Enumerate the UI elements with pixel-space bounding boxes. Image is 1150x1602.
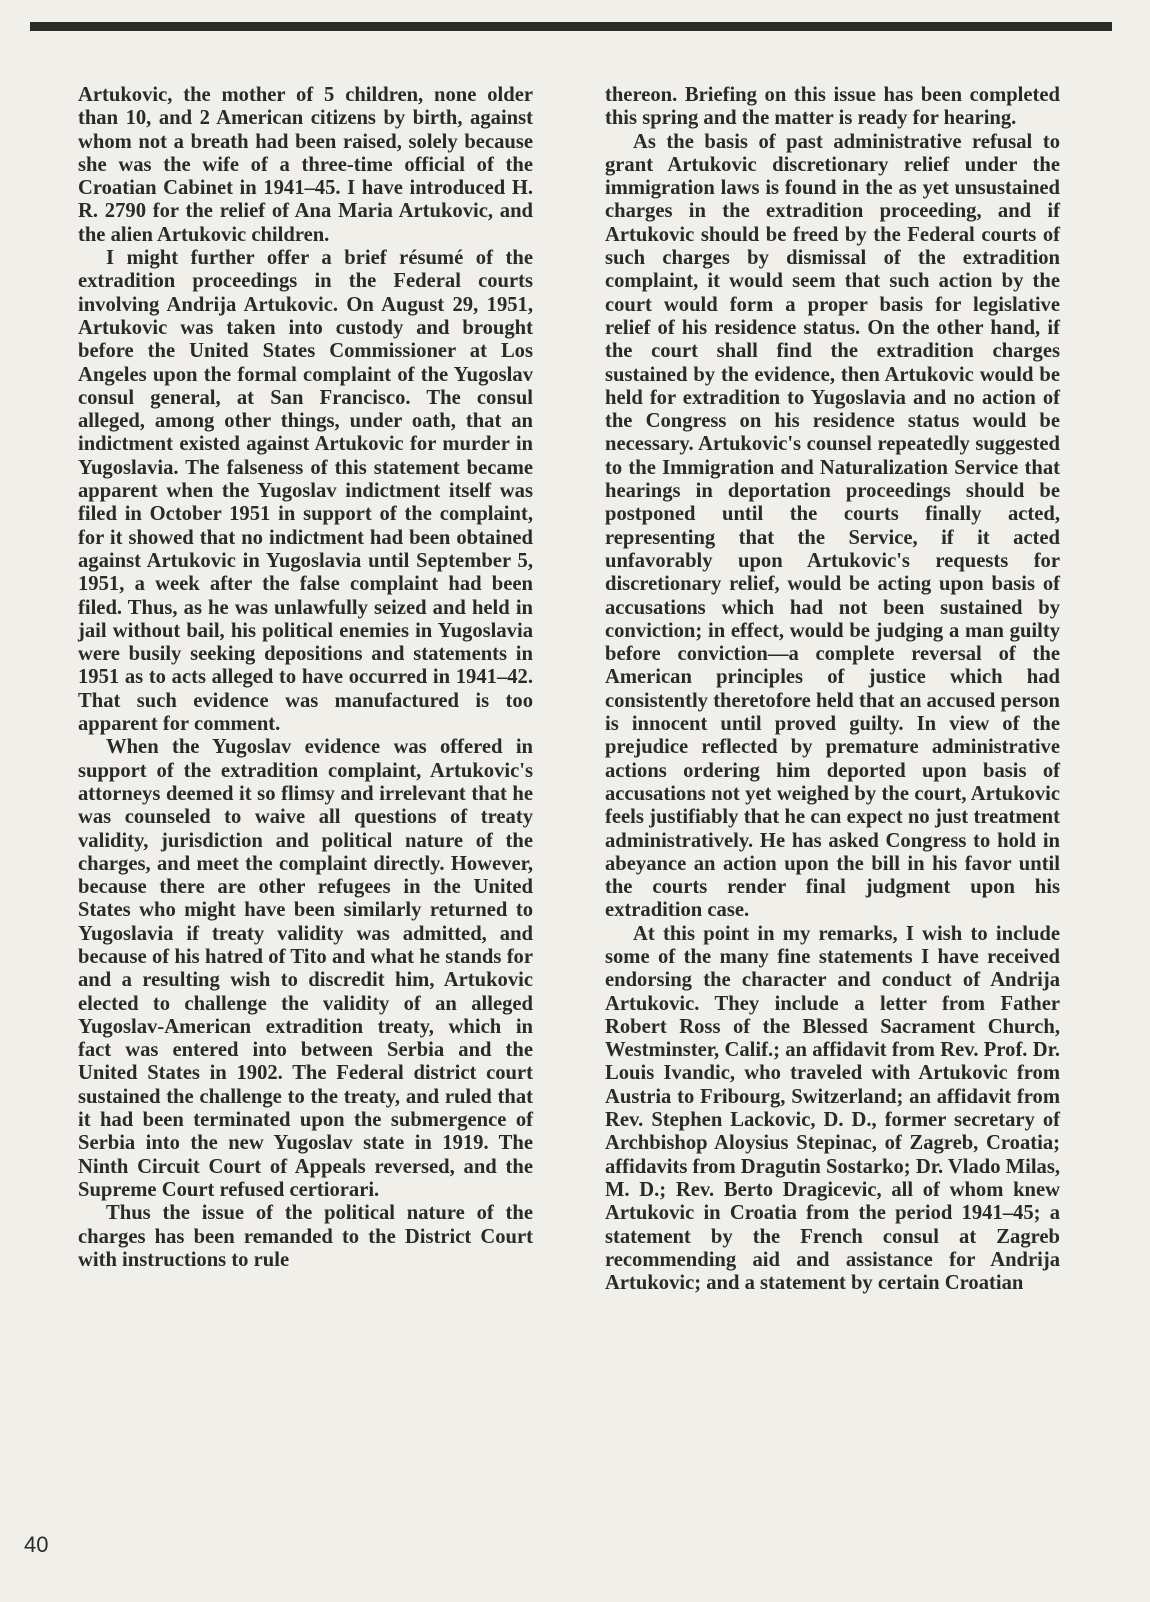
paragraph-administrative-refusal: As the basis of past administrative refusal to grant Artukovic discretionary relief under the immigration laws is found in the as yet unsustained charges in the extradition proceeding, and if Artukovic should be freed by the Federal courts of such charges by dismissal of the extradition complaint, it would seem that such action by the court would form a proper basis for legislative relief of his residence status. On the other hand, if the court shall find the extradition charges sustained by the evidence, then Artukovic would be held for extradition to Yugoslavia and no action of the Congress on his residence status would be necessary. Artukovic's counsel repeatedly suggested to the Immigration and Naturalization Service that hearings in deportation proceedings should be postponed until the courts finally acted, representing that the Service, if it acted unfavorably upon Artukovic's requests for discretionary relief, would be acting upon basis of accusations which had not been sustained by conviction; in effect, would be judging a man guilty before conviction—a complete reversal of the American principles of justice which had consistently theretofore held that an accused person is innocent until proved guilty. In view of the prejudice reflected by premature administrative actions ordering him deported upon basis of accusations not yet weighed by the court, Artukovic feels justifiably that he can expect no just treatment administratively. He has asked Congress to hold in abeyance an action upon the bill in his favor until the courts render final judgment upon his extradition case.	[605, 130, 1060, 922]
paragraph-yugoslav-evidence: When the Yugoslav evidence was offered in support of the extradition complaint, Artukovic's attorneys deemed it so flimsy and irrelevant that he was counseled to waive all questions of treaty validity, jurisdiction and political nature of the charges, and meet the complaint directly. However, because there are other refugees in the United States who might have been similarly returned to Yugoslavia if treaty validity was admitted, and because of his hatred of Tito and what he stands for and a resulting wish to discredit him, Artukovic elected to challenge the validity of an alleged Yugoslav-American extradition treaty, which in fact was entered into between Serbia and the United States in 1902. The Federal district court sustained the challenge to the treaty, and ruled that it had been terminated upon the submergence of Serbia into the new Yugoslav state in 1919. The Ninth Circuit Court of Appeals reversed, and the Supreme Court refused certiorari.	[78, 736, 533, 1201]
page-number: 40	[24, 1532, 49, 1557]
paragraph-political-nature: Thus the issue of the political nature of the charges has been remanded to the District Court with instructions to rule	[78, 1202, 533, 1271]
paragraph-continued: Artukovic, the mother of 5 children, none older than 10, and 2 American citizens by birth, against whom not a breath had been raised, solely because she was the wife of a three-time official of the Croatian Cabinet in 1941–45. I have introduced H. R. 2790 for the relief of Ana Maria Artukovic, and the alien Artukovic children.	[78, 84, 533, 246]
paragraph-extradition-resume: I might further offer a brief résumé of the extradition proceedings in the Federal courts involving Andrija Artukovic. On August 29, 1951, Artukovic was taken into custody and brought before the United States Commissioner at Los Angeles upon the formal complaint of the Yugoslav consul general, at San Francisco. The consul alleged, among other things, under oath, that an indictment existed against Artukovic for murder in Yugoslavia. The falseness of this statement became apparent when the Yugoslav indictment itself was filed in October 1951 in support of the complaint, for it showed that no indictment had been obtained against Artukovic in Yugoslavia until September 5, 1951, a week after the false complaint had been filed. Thus, as he was unlawfully seized and held in jail without bail, his political enemies in Yugoslavia were busily seeking depositions and statements in 1951 as to acts alleged to have occurred in 1941–42. That such evidence was manufactured is too apparent for comment.	[78, 247, 533, 736]
right-column	[605, 84, 1060, 1295]
top-rule	[30, 22, 1112, 31]
left-column	[78, 84, 533, 1272]
paragraph-statements: At this point in my remarks, I wish to include some of the many fine statements I have received endorsing the character and conduct of Andrija Artukovic. They include a letter from Father Robert Ross of the Blessed Sacrament Church, Westminster, Calif.; an affidavit from Rev. Prof. Dr. Louis Ivandic, who traveled with Artukovic from Austria to Fribourg, Switzerland; an affidavit from Rev. Stephen Lackovic, D. D., former secretary of Archbishop Aloysius Stepinac, of Zagreb, Croatia; affidavits from Dragutin Sostarko; Dr. Vlado Milas, M. D.; Rev. Berto Dragicevic, all of whom knew Artukovic in Croatia from the period 1941–45; a statement by the French consul at Zagreb recommending aid and assistance for Andrija Artukovic; and a statement by certain Croatian	[605, 922, 1060, 1295]
paragraph-briefing: thereon. Briefing on this issue has been completed this spring and the matter is ready for hearing.	[605, 84, 1060, 130]
